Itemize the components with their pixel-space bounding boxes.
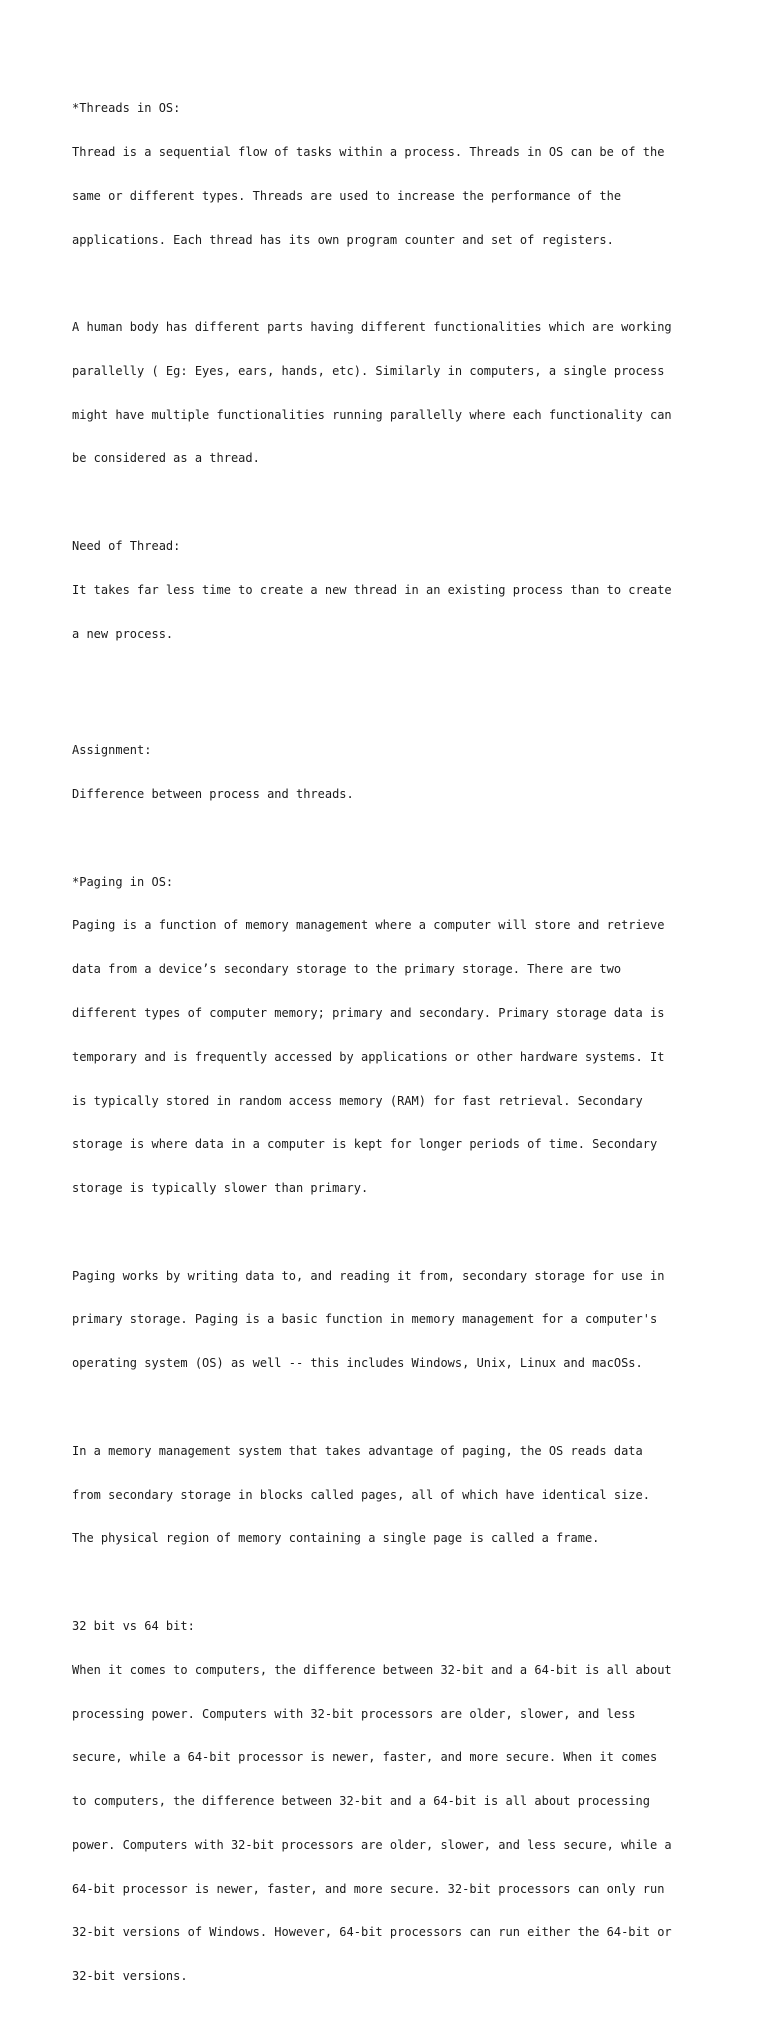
assignment-section [72, 714, 712, 831]
paragraph-line: A human body has different parts having different functionalities which are working [72, 320, 672, 335]
paragraph-line: temporary and is frequently accessed by applications or other hardware systems. It [72, 1049, 665, 1064]
paragraph-line: be considered as a thread. [72, 451, 260, 466]
paragraph-line: 32-bit versions. [72, 1969, 188, 1984]
paragraph-line: different types of computer memory; primary and secondary. Primary storage data is [72, 1006, 665, 1021]
paragraph-line: same or different types. Threads are used to increase the performance of the [72, 188, 622, 203]
paragraph-line: Paging is a function of memory management where a computer will store and retrieve [72, 918, 665, 933]
paragraph-line: is typically stored in random access memory (RAM) for fast retrieval. Secondary [72, 1093, 643, 1108]
section-heading-threads: *Threads in OS: [72, 101, 181, 116]
paragraph-line: storage is typically slower than primary. [72, 1181, 369, 1196]
paragraph-line: processing power. Computers with 32-bit processors are older, slower, and less [72, 1706, 636, 1721]
section-heading-assignment: Assignment: [72, 743, 152, 758]
section-heading-bits: 32 bit vs 64 bit: [72, 1618, 195, 1633]
paragraph-line: 64-bit processor is newer, faster, and more secure. 32-bit processors can only run [72, 1881, 665, 1896]
paging-works-paragraph [72, 1240, 712, 1401]
paragraph-line: a new process. [72, 626, 174, 641]
paragraph-line: applications. Each thread has its own program counter and set of registers. [72, 232, 614, 247]
paragraph-line: from secondary storage in blocks called pages, all of which have identical size. [72, 1487, 650, 1502]
paragraph-line: data from a device’s secondary storage to the primary storage. There are two [72, 962, 622, 977]
paragraph-line: might have multiple functionalities running parallelly where each functionality can [72, 407, 672, 422]
paragraph-line: In a memory management system that takes advantage of paging, the OS reads data [72, 1443, 643, 1458]
paragraph-line: Paging works by writing data to, and reading it from, secondary storage for use in [72, 1268, 665, 1283]
paragraph-line: It takes far less time to create a new thread in an existing process than to create [72, 582, 672, 597]
need-of-thread-section [72, 510, 712, 671]
paragraph-line: 32-bit versions of Windows. However, 64-bit processors can run either the 64-bit or [72, 1925, 672, 1940]
paragraph-line: The physical region of memory containing a single page is called a frame. [72, 1531, 600, 1546]
paragraph-line: to computers, the difference between 32-bit and a 64-bit is all about processing [72, 1794, 650, 1809]
paging-frames-paragraph [72, 1415, 712, 1576]
paragraph-line: parallelly ( Eg: Eyes, ears, hands, etc). Similarly in computers, a single process [72, 363, 665, 378]
assignment-text: Difference between process and threads. [72, 787, 354, 802]
threads-analogy-paragraph [72, 291, 712, 495]
paragraph-line: primary storage. Paging is a basic function in memory management for a computer's [72, 1312, 658, 1327]
bits-section [72, 1590, 712, 2013]
paragraph-line: operating system (OS) as well -- this includes Windows, Unix, Linux and macOSs. [72, 1356, 643, 1371]
paragraph-line: When it comes to computers, the difference between 32-bit and a 64-bit is all about [72, 1662, 672, 1677]
paragraph-line: Thread is a sequential flow of tasks within a process. Threads in OS can be of the [72, 144, 665, 159]
paragraph-line: power. Computers with 32-bit processors are older, slower, and less secure, while a [72, 1837, 672, 1852]
paging-section [72, 845, 712, 1224]
document-page [72, 72, 712, 2028]
paragraph-line: storage is where data in a computer is kept for longer periods of time. Secondary [72, 1137, 658, 1152]
paragraph-line: secure, while a 64-bit processor is newer, faster, and more secure. When it comes [72, 1750, 658, 1765]
section-heading-paging: *Paging in OS: [72, 874, 174, 889]
threads-section [72, 72, 712, 276]
section-heading-need: Need of Thread: [72, 539, 181, 553]
